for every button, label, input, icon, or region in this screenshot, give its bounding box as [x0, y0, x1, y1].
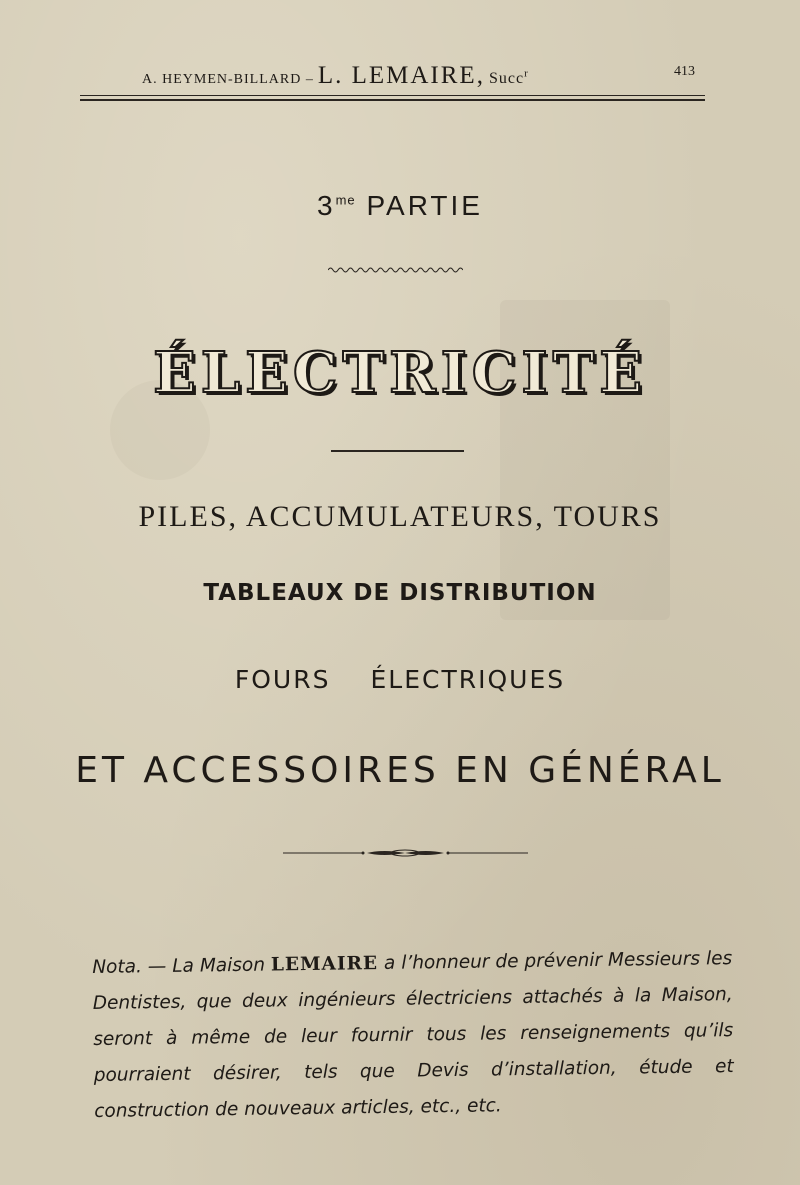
header-author: A. HEYMEN-BILLARD – [142, 72, 314, 87]
header-name: L. LEMAIRE, [317, 62, 485, 89]
subtitle-fours-word: FOURS [234, 665, 331, 694]
subtitle-tableaux: TABLEAUX DE DISTRIBUTION [203, 580, 597, 606]
part-suffix: me [335, 192, 356, 208]
header-rule [80, 95, 705, 96]
part-heading [0, 190, 800, 222]
subtitle-piles: PILES, ACCUMULATEURS, TOURS [138, 500, 662, 533]
wavy-divider [328, 266, 463, 274]
header-successor [488, 67, 529, 87]
nota-brand: LEMAIRE [270, 953, 379, 976]
running-header [80, 60, 705, 90]
header-text [142, 62, 529, 90]
part-number: 3 [317, 190, 336, 221]
page-number: 413 [674, 64, 695, 79]
nota-text: a l’honneur de prévenir Messieurs les Dentistes, que deux ingénieurs électriciens attachés à la Maison, seront à même de leur fournir tous les renseignements qu’ils pourraient désirer, tels que Devis d’installation, étude et construction de nouveaux articles, etc., etc. [92, 948, 734, 1122]
header-succ-sup: r [524, 67, 529, 80]
title-rule [331, 450, 464, 452]
subtitle-electriques-word: ÉLECTRIQUES [370, 665, 566, 694]
subtitle-fours [0, 665, 800, 694]
main-title: ÉLECTRICITÉ [153, 340, 647, 406]
ornamental-divider [283, 846, 528, 860]
part-label: PARTIE [366, 190, 483, 221]
header-succ-text: Succ [488, 70, 525, 87]
nota-paragraph [92, 941, 734, 1130]
header-rule-thick [80, 99, 705, 101]
subtitle-accessoires: ET ACCESSOIRES EN GÉNÉRAL [75, 750, 725, 791]
nota-prefix: Nota. — La Maison [92, 954, 272, 978]
